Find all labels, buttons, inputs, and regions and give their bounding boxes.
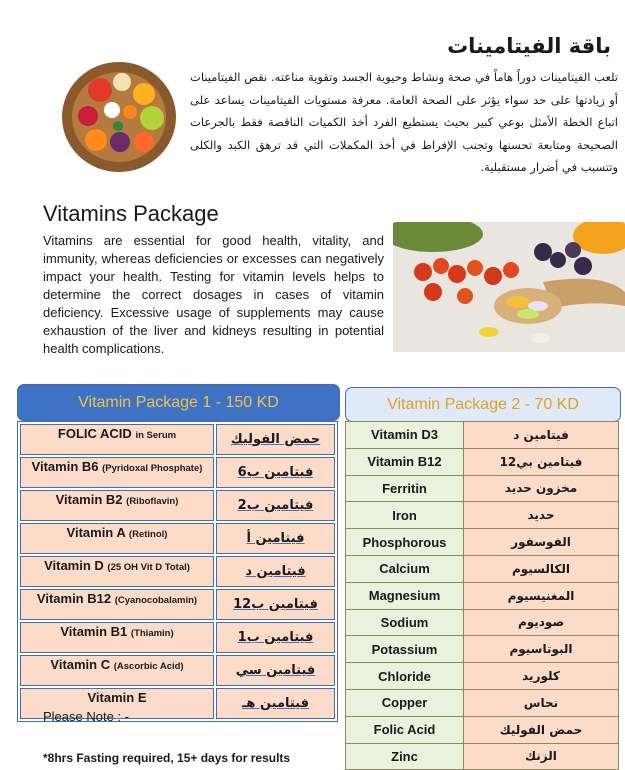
test-name-arabic: فيتامين ب1 xyxy=(237,629,314,645)
test-name: Folic Acid xyxy=(346,716,464,743)
table-row xyxy=(20,424,335,455)
test-name-arabic: الزنك xyxy=(464,743,619,770)
test-name: Iron xyxy=(346,502,464,529)
test-name: Vitamin A xyxy=(66,525,126,540)
test-name-arabic: فيتامين أ xyxy=(246,530,305,546)
package2-table xyxy=(345,421,619,770)
table-row xyxy=(20,556,335,587)
test-name: Copper xyxy=(346,689,464,716)
test-name-arabic: صوديوم xyxy=(464,609,619,636)
english-title: Vitamins Package xyxy=(43,201,219,226)
test-name-arabic: فيتامين سي xyxy=(235,662,316,678)
table-row xyxy=(20,589,335,620)
test-name: Vitamin C xyxy=(50,657,111,672)
test-name: Chloride xyxy=(346,663,464,690)
table-row xyxy=(20,457,335,488)
pills-spoon-image xyxy=(393,222,625,352)
test-name: Sodium xyxy=(346,609,464,636)
test-name: Zinc xyxy=(346,743,464,770)
test-name: Vitamin B1 xyxy=(60,624,128,639)
arabic-title: باقة الفيتامينات xyxy=(447,34,611,58)
table-row xyxy=(346,502,619,529)
test-name-arabic: حمض الفوليك xyxy=(230,431,321,447)
test-name-arabic: المغنيسيوم xyxy=(464,582,619,609)
package1-header: Vitamin Package 1 - 150 KD xyxy=(17,384,340,421)
test-name: Phosphorous xyxy=(346,529,464,556)
test-name: Vitamin B2 xyxy=(55,492,123,507)
test-name-arabic: البوتاسيوم xyxy=(464,636,619,663)
table-row xyxy=(346,743,619,770)
arabic-paragraph: تلعب الفيتامينات دوراً هاماً في صحة ونشاط وحيوية الجسد وتقوية مناعته. نقص الفيتامينات أو زيادتها على حد سواء يؤثر على الصحة العامة. معرفة مستويات الفيتامينات يساعد على اتباع الخطة الأمثل بوعي كبير بحيث يستطيع الفرد أخذ الكميات الناقصة فقط بالجرعات الصحيحة ومتابعة تحسنها وتجنب الإفراط في أخذ المكملات التي قد ترهق الكبد والكلى وتتسبب في أضرار مستقبلية. xyxy=(190,70,618,174)
test-name-arabic: فيتامين ب6 xyxy=(237,464,314,480)
test-name-arabic: فيتامين ب12 xyxy=(233,596,318,612)
test-name: Ferritin xyxy=(346,475,464,502)
test-name-arabic: فيتامين د xyxy=(245,563,306,579)
test-name-arabic: كلوريد xyxy=(464,663,619,690)
table-row xyxy=(346,475,619,502)
table-row xyxy=(346,422,619,449)
table-row xyxy=(20,622,335,653)
table-row xyxy=(346,529,619,556)
table-row xyxy=(20,655,335,686)
test-detail: (Riboflavin) xyxy=(126,496,179,507)
test-name-arabic: حمض الفوليك xyxy=(464,716,619,743)
table-row xyxy=(346,689,619,716)
test-name: Vitamin E xyxy=(87,690,147,705)
table-row xyxy=(346,582,619,609)
table-row xyxy=(346,663,619,690)
test-detail: (Retinol) xyxy=(128,529,168,540)
please-note: Please Note : - xyxy=(43,709,129,724)
test-detail: (Thiamin) xyxy=(130,628,174,639)
test-name-arabic: حديد xyxy=(464,502,619,529)
test-name: Magnesium xyxy=(346,582,464,609)
test-detail: in Serum xyxy=(135,430,177,441)
table-row xyxy=(346,636,619,663)
test-detail: (Ascorbic Acid) xyxy=(113,661,184,672)
test-name: FOLIC ACID xyxy=(57,426,132,441)
fruit-plate-image xyxy=(60,60,178,175)
test-name: Calcium xyxy=(346,555,464,582)
test-name-arabic: الكالسيوم xyxy=(464,555,619,582)
english-paragraph: Vitamins are essential for good health, vitality, and immunity, whereas deficiencies or excesses can negatively impact your health. Testing for vitamin levels helps to determine the correct dosages in cases of vitamin deficiency. Excessive usage of supplements may cause exhaustion of the liver and kidneys resulting in potential health complications. xyxy=(43,233,384,356)
test-name-arabic: فيتامين د xyxy=(464,422,619,449)
test-detail: (Cyanocobalamin) xyxy=(114,595,198,606)
fasting-note: *8hrs Fasting required, 15+ days for results xyxy=(43,751,291,765)
table-row xyxy=(20,490,335,521)
test-name-arabic: فيتامين ب2 xyxy=(237,497,314,513)
test-name: Vitamin B12 xyxy=(36,591,112,606)
test-detail: (25 OH Vit D Total) xyxy=(107,562,190,573)
test-name-arabic: فيتامين بي12 xyxy=(464,448,619,475)
test-name: Vitamin B6 xyxy=(31,459,99,474)
test-detail: (Pyridoxal Phosphate) xyxy=(102,463,203,474)
table-row xyxy=(346,609,619,636)
table-row xyxy=(20,523,335,554)
test-name-arabic: مخزون حديد xyxy=(464,475,619,502)
test-name: Vitamin D3 xyxy=(346,422,464,449)
test-name: Vitamin D xyxy=(44,558,104,573)
package2-header: Vitamin Package 2 - 70 KD xyxy=(345,387,621,422)
test-name: Vitamin B12 xyxy=(346,448,464,475)
test-name-arabic: فيتامين هـ xyxy=(241,695,310,711)
table-row xyxy=(346,448,619,475)
test-name-arabic: الفوسفور xyxy=(464,529,619,556)
package1-table xyxy=(17,421,338,722)
test-name: Potassium xyxy=(346,636,464,663)
table-row xyxy=(346,716,619,743)
table-row xyxy=(346,555,619,582)
test-name-arabic: نحاس xyxy=(464,689,619,716)
